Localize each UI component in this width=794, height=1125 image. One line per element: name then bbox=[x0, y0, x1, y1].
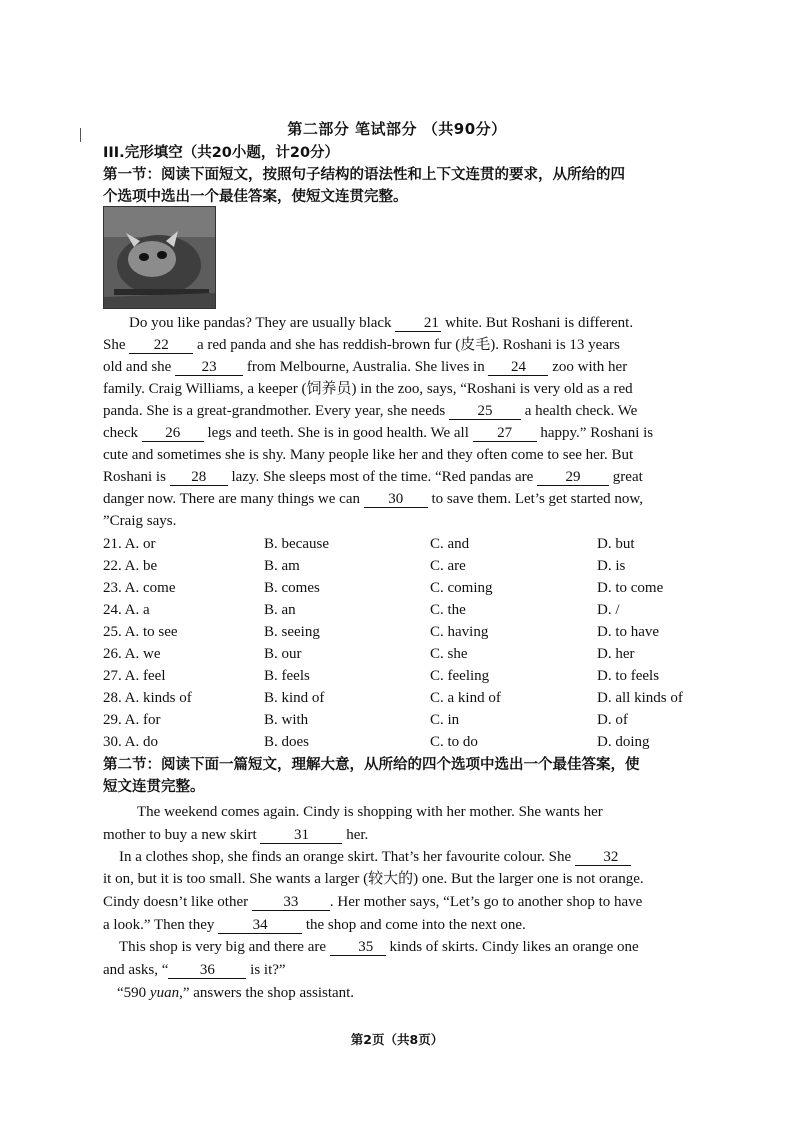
blank-30[interactable]: 30 bbox=[364, 491, 428, 508]
blank-24[interactable]: 24 bbox=[488, 359, 548, 376]
q26-option-a[interactable]: 26. A. we bbox=[103, 646, 161, 662]
passage2-line8: and asks, “ 36 is it?” bbox=[103, 962, 286, 978]
q27-option-b[interactable]: B. feels bbox=[264, 668, 310, 684]
q30-option-c[interactable]: C. to do bbox=[430, 734, 478, 750]
q27-option-c[interactable]: C. feeling bbox=[430, 668, 490, 684]
q25-option-a[interactable]: 25. A. to see bbox=[103, 624, 178, 640]
q22-option-b[interactable]: B. am bbox=[264, 558, 300, 574]
q22-option-a[interactable]: 22. A. be bbox=[103, 558, 158, 574]
blank-23[interactable]: 23 bbox=[175, 359, 243, 376]
sec2-instruction-line2: 短文连贯完整。 bbox=[103, 779, 205, 795]
q30-option-b[interactable]: B. does bbox=[264, 734, 309, 750]
q25-option-c[interactable]: C. having bbox=[430, 624, 489, 640]
blank-34[interactable]: 34 bbox=[218, 917, 302, 934]
q24-option-d[interactable]: D. / bbox=[597, 602, 620, 618]
passage2-line4: it on, but it is too small. She wants a larger (较大的) one. But the larger one is not orange. bbox=[103, 871, 644, 887]
question-28-options bbox=[103, 687, 703, 709]
question-21-options bbox=[103, 533, 703, 555]
q25-option-d[interactable]: D. to have bbox=[597, 624, 660, 640]
passage1-line7: cute and sometimes she is shy. Many people like her and they often come to see her. But bbox=[103, 447, 634, 463]
red-panda-photo bbox=[103, 206, 216, 309]
q27-option-a[interactable]: 27. A. feel bbox=[103, 668, 166, 684]
blank-26[interactable]: 26 bbox=[142, 425, 204, 442]
passage2-line3: In a clothes shop, she finds an orange skirt. That’s her favourite colour. She 32 bbox=[103, 846, 693, 868]
q21-option-a[interactable]: 21. A. or bbox=[103, 536, 156, 552]
question-30-options bbox=[103, 731, 703, 753]
blank-35[interactable]: 35 bbox=[330, 939, 386, 956]
q26-option-c[interactable]: C. she bbox=[430, 646, 468, 662]
sec1-instruction-line2: 个选项中选出一个最佳答案，使短文连贯完整。 bbox=[103, 189, 408, 205]
question-24-options bbox=[103, 599, 703, 621]
passage2-line6: a look.” Then they 34 the shop and come into the next one. bbox=[103, 917, 526, 933]
passage1-line8: Roshani is 28 lazy. She sleeps most of the time. “Red pandas are 29 great bbox=[103, 469, 643, 485]
q28-option-a[interactable]: 28. A. kinds of bbox=[103, 690, 192, 706]
q21-option-d[interactable]: D. but bbox=[597, 536, 635, 552]
blank-29[interactable]: 29 bbox=[537, 469, 609, 486]
passage1-line9: danger now. There are many things we can 30 to save them. Let’s get started now, bbox=[103, 491, 643, 507]
question-29-options bbox=[103, 709, 703, 731]
section3-title: III.完形填空（共20小题，计20分） bbox=[103, 145, 340, 161]
passage2-line5: Cindy doesn’t like other 33 . Her mother says, “Let’s go to another shop to have bbox=[103, 894, 643, 910]
q23-option-d[interactable]: D. to come bbox=[597, 580, 664, 596]
q22-option-d[interactable]: D. is bbox=[597, 558, 626, 574]
passage1-line5: panda. She is a great-grandmother. Every year, she needs 25 a health check. We bbox=[103, 403, 638, 419]
blank-21[interactable]: 21 bbox=[395, 315, 441, 332]
q29-option-c[interactable]: C. in bbox=[430, 712, 460, 728]
q21-option-c[interactable]: C. and bbox=[430, 536, 470, 552]
blank-32[interactable]: 32 bbox=[575, 849, 631, 866]
q29-option-b[interactable]: B. with bbox=[264, 712, 309, 728]
passage1-line2: She 22 a red panda and she has reddish-brown fur (皮毛). Roshani is 13 years bbox=[103, 337, 620, 353]
q29-option-a[interactable]: 29. A. for bbox=[103, 712, 161, 728]
q23-option-a[interactable]: 23. A. come bbox=[103, 580, 176, 596]
passage2-line2: mother to buy a new skirt 31 her. bbox=[103, 827, 369, 843]
passage1-line3: old and she 23 from Melbourne, Australia. She lives in 24 zoo with her bbox=[103, 359, 628, 375]
q28-option-d[interactable]: D. all kinds of bbox=[597, 690, 683, 706]
blank-36[interactable]: 36 bbox=[168, 962, 246, 979]
question-27-options bbox=[103, 665, 703, 687]
q24-option-a[interactable]: 24. A. a bbox=[103, 602, 150, 618]
q30-option-a[interactable]: 30. A. do bbox=[103, 734, 159, 750]
passage1-line6: check 26 legs and teeth. She is in good health. We all 27 happy.” Roshani is bbox=[103, 425, 654, 441]
question-23-options bbox=[103, 577, 703, 599]
q23-option-c[interactable]: C. coming bbox=[430, 580, 493, 596]
passage1-line4: family. Craig Williams, a keeper (饲养员) in the zoo, says, “Roshani is very old as a red bbox=[103, 381, 633, 397]
q22-option-c[interactable]: C. are bbox=[430, 558, 466, 574]
passage1-line10: ”Craig says. bbox=[103, 513, 177, 529]
q21-option-b[interactable]: B. because bbox=[264, 536, 329, 552]
q29-option-d[interactable]: D. of bbox=[597, 712, 628, 728]
q23-option-b[interactable]: B. comes bbox=[264, 580, 320, 596]
part-title: 第二部分 笔试部分 （共90分） bbox=[287, 120, 507, 138]
question-26-options bbox=[103, 643, 703, 665]
q26-option-d[interactable]: D. her bbox=[597, 646, 635, 662]
sec1-instruction-line1: 第一节：阅读下面短文，按照句子结构的语法性和上下文连贯的要求，从所给的四 bbox=[103, 167, 625, 183]
blank-22[interactable]: 22 bbox=[129, 337, 193, 354]
question-25-options bbox=[103, 621, 703, 643]
blank-31[interactable]: 31 bbox=[260, 827, 342, 844]
q28-option-c[interactable]: C. a kind of bbox=[430, 690, 501, 706]
blank-28[interactable]: 28 bbox=[170, 469, 228, 486]
blank-27[interactable]: 27 bbox=[473, 425, 537, 442]
blank-25[interactable]: 25 bbox=[449, 403, 521, 420]
blank-33[interactable]: 33 bbox=[252, 894, 330, 911]
page-number: 第2页（共8页） bbox=[350, 1032, 444, 1047]
passage2-line9: “590 yuan,” answers the shop assistant. bbox=[117, 985, 355, 1001]
passage1-line1: Do you like pandas? They are usually black 21 white. But Roshani is different. bbox=[129, 315, 634, 331]
q27-option-d[interactable]: D. to feels bbox=[597, 668, 660, 684]
question-22-options bbox=[103, 555, 703, 577]
passage2-line7: This shop is very big and there are 35 kinds of skirts. Cindy likes an orange one bbox=[119, 939, 639, 955]
q30-option-d[interactable]: D. doing bbox=[597, 734, 650, 750]
passage2-line1: The weekend comes again. Cindy is shopping with her mother. She wants her bbox=[137, 804, 603, 820]
q26-option-b[interactable]: B. our bbox=[264, 646, 302, 662]
q25-option-b[interactable]: B. seeing bbox=[264, 624, 320, 640]
q28-option-b[interactable]: B. kind of bbox=[264, 690, 325, 706]
q24-option-c[interactable]: C. the bbox=[430, 602, 466, 618]
sec2-instruction-line1: 第二节：阅读下面一篇短文，理解大意，从所给的四个选项中选出一个最佳答案，使 bbox=[103, 757, 640, 773]
q24-option-b[interactable]: B. an bbox=[264, 602, 296, 618]
